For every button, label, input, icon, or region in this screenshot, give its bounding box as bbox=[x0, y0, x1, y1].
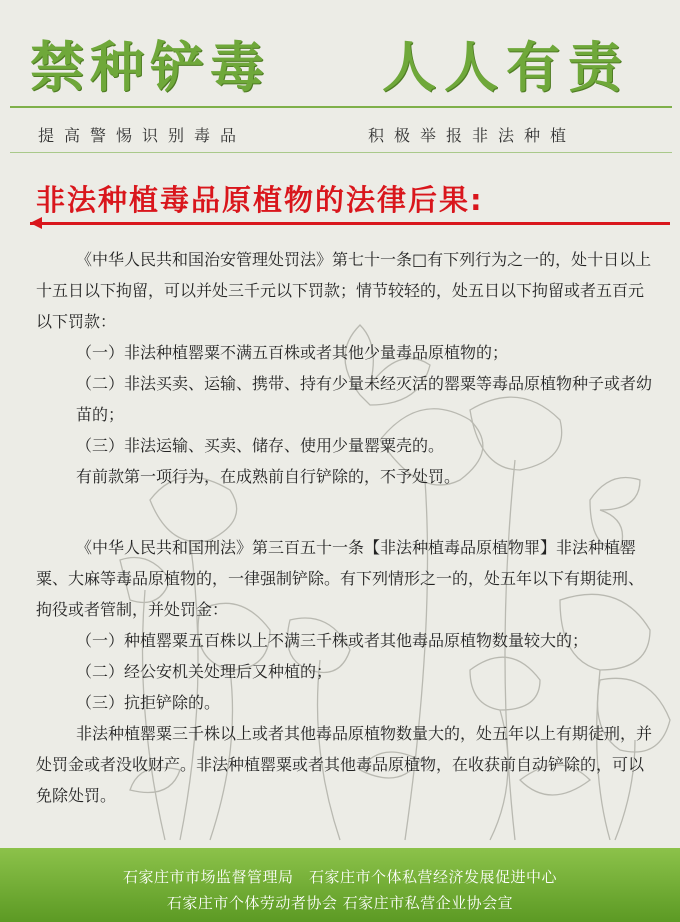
law-block-criminal bbox=[36, 532, 652, 811]
footer bbox=[0, 848, 680, 922]
slogan-right: 人人有责 bbox=[382, 36, 630, 99]
footer-organizers-1: 石家庄市市场监督管理局 石家庄市个体私营经济发展促进中心 bbox=[122, 868, 557, 886]
law-intro: 《中华人民共和国治安管理处罚法》第七十一条□有下列行为之一的，处十日以上十五日以下拘留，可以并处三千元以下罚款；情节较轻的，处五日以下拘留或者五百元以下罚款： bbox=[36, 250, 652, 331]
law-block-public-security bbox=[36, 244, 652, 492]
law-item: （一）非法种植罂粟不满五百株或者其他少量毒品原植物的； bbox=[76, 343, 509, 362]
law-item: （一）种植罂粟五百株以上不满三千株或者其他毒品原植物数量较大的； bbox=[76, 631, 589, 650]
title-underline bbox=[30, 222, 670, 225]
law-note: 非法种植罂粟三千株以上或者其他毒品原植物数量大的，处五年以上有期徒刑，并处罚金或者没收财产。非法种植罂粟或者其他毒品原植物，在收获前自动铲除的，可以免除处罚。 bbox=[36, 724, 653, 805]
law-item: （三）非法运输、买卖、储存、使用少量罂粟壳的。 bbox=[76, 436, 445, 455]
slogan-left: 禁种铲毒 bbox=[30, 36, 270, 99]
law-intro: 《中华人民共和国刑法》第三百五十一条【非法种植毒品原植物罪】非法种植罂粟、大麻等毒品原植物的，一律强制铲除。有下列情形之一的，处五年以下有期徒刑、拘役或者管制，并处罚金： bbox=[36, 538, 645, 619]
law-item: （二）经公安机关处理后又种植的； bbox=[76, 662, 333, 681]
header-divider bbox=[10, 106, 672, 108]
subtitle-right: 积极举报非法种植 bbox=[368, 126, 577, 145]
law-item: （二）非法买卖、运输、携带、持有少量未经灭活的罂粟等毒品原植物种子或者幼苗的； bbox=[76, 374, 653, 424]
section-title: 非法种植毒品原植物的法律后果: bbox=[36, 183, 484, 217]
subtitle-left: 提高警惕识别毒品 bbox=[38, 126, 247, 145]
title-arrow-icon bbox=[30, 217, 42, 229]
law-note: 有前款第一项行为，在成熟前自行铲除的，不予处罚。 bbox=[76, 467, 461, 486]
header bbox=[0, 0, 680, 165]
law-item: （三）抗拒铲除的。 bbox=[76, 693, 221, 712]
footer-organizers-2: 石家庄市个体劳动者协会 石家庄市私营企业协会宣 bbox=[166, 894, 514, 912]
subtitle-divider bbox=[10, 152, 672, 153]
